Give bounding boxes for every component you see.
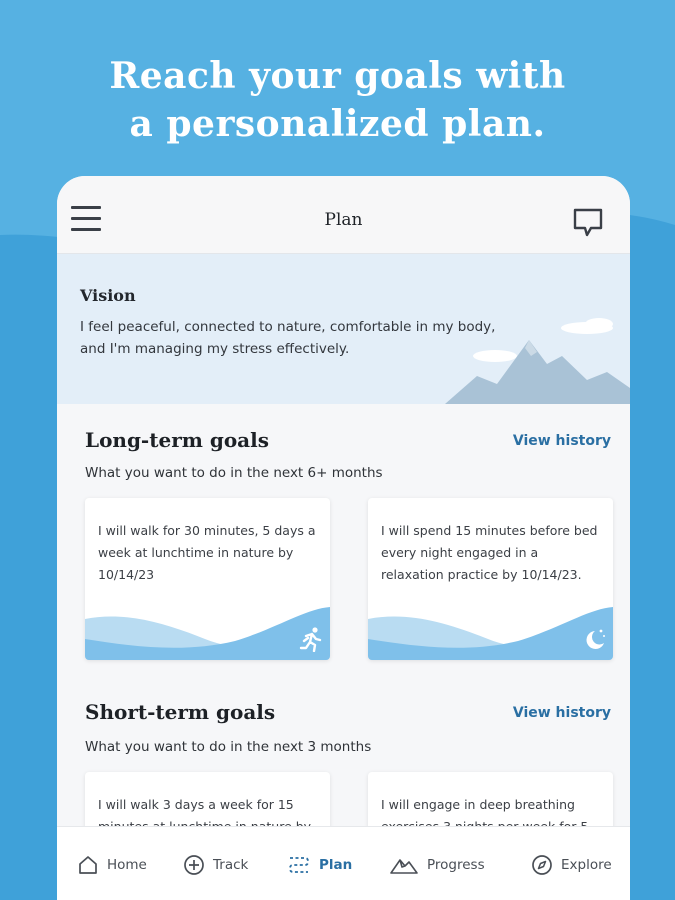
long-term-goals-subtitle: What you want to do in the next 6+ months [85,465,383,481]
bottom-tab-bar [57,826,630,900]
goal-text: I will engage in deep breathing [381,797,575,812]
page-title: Plan [324,210,363,230]
short-term-goals-subtitle: What you want to do in the next 3 months [85,739,372,755]
tab-home[interactable] [77,853,147,877]
tab-label: Track [213,857,249,873]
compass-icon [531,854,553,876]
vision-panel [57,254,630,404]
chat-bubble-icon[interactable] [571,206,605,238]
plus-circle-icon [183,854,205,876]
vision-title: Vision [80,286,136,305]
tab-label: Plan [319,857,353,873]
plan-path-icon [287,854,311,876]
goal-text: I will spend 15 minutes before bed every night engaged in a relaxation practice by 10/14/23. [381,523,598,582]
promo-headline [0,52,675,148]
phone-screen [57,176,630,900]
tab-explore[interactable] [531,853,612,877]
moon-stars-icon [581,626,607,652]
tab-label: Home [107,857,147,873]
mountain-icon [389,854,419,876]
tab-progress[interactable] [389,853,485,877]
goal-text: I will walk 3 days a week for 15 [98,797,294,812]
running-person-icon [298,626,324,652]
tab-track[interactable] [183,853,248,877]
long-term-goals-title: Long-term goals [85,428,269,452]
goal-text: I will walk for 30 minutes, 5 days a week at lunchtime in nature by 10/14/23 [98,523,316,582]
wave-decoration [85,605,330,660]
tab-label: Explore [561,857,612,873]
tab-label: Progress [427,857,485,873]
long-term-goal-card[interactable] [368,498,613,660]
home-icon [77,854,99,876]
vision-text: I feel peaceful, connected to nature, comfortable in my body, and I'm managing my stress effectively. [80,319,496,357]
tab-plan[interactable] [287,853,352,877]
wave-decoration [368,605,613,660]
mountain-illustration [437,314,630,404]
long-term-goal-card[interactable] [85,498,330,660]
promo-line-1: Reach your goals with [109,55,566,97]
short-term-goals-title: Short-term goals [85,700,276,724]
short-term-view-history-link[interactable]: View history [512,705,611,721]
promo-line-2: a personalized plan. [129,103,546,145]
app-header [57,176,630,254]
long-term-view-history-link[interactable]: View history [512,433,611,449]
